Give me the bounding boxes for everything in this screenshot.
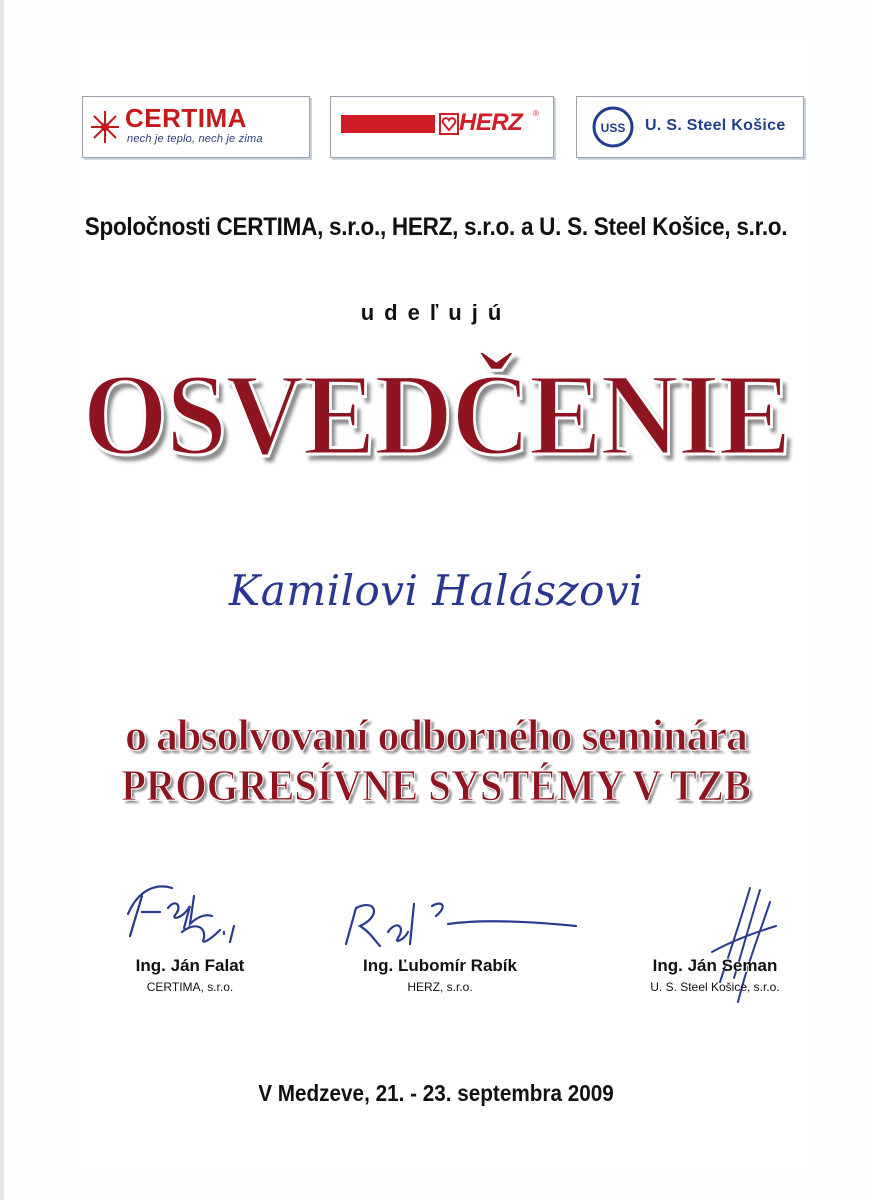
- signatory-name: Ing. Ľubomír Rabík: [363, 956, 517, 975]
- certima-tagline: nech je teplo, nech je zima: [127, 133, 263, 145]
- signatory-1: [100, 956, 280, 994]
- signatory-2: [340, 956, 540, 994]
- herz-logo: [330, 96, 554, 158]
- registered-mark: ®: [533, 109, 539, 118]
- uss-badge-icon: [591, 105, 635, 149]
- herz-wordmark: HERZ: [459, 109, 523, 136]
- signatory-name: Ing. Ján Falat: [135, 956, 245, 975]
- certificate-title: OSVEDČENIE: [82, 349, 790, 480]
- herz-red-bar: [341, 115, 435, 133]
- snowflake-sun-icon: [89, 107, 121, 147]
- certima-wordmark: CERTIMA: [125, 103, 247, 133]
- signatory-org: HERZ, s.r.o.: [407, 980, 473, 994]
- signatory-name: Ing. Ján Seman: [652, 956, 778, 975]
- uss-logo: [576, 96, 804, 158]
- uss-name: U. S. Steel Košice: [645, 117, 786, 134]
- place-and-date: V Medzeve, 21. - 23. septembra 2009: [258, 1080, 614, 1106]
- signature-falat: [120, 876, 280, 956]
- recipient-name: Kamilovi Halászovi: [228, 566, 644, 615]
- signatory-3: [615, 956, 815, 994]
- seminar-description: o absolvovaní odborného seminára: [125, 711, 747, 760]
- uss-badge-text: USS: [600, 121, 626, 135]
- seminar-title: PROGRESÍVNE SYSTÉMY V TZB: [121, 761, 751, 810]
- heart-icon: [439, 113, 459, 135]
- issuing-companies: Spoločnosti CERTIMA, s.r.o., HERZ, s.r.o. a U. S. Steel Košice, s.r.o.: [84, 213, 788, 241]
- grant-verb: udeľujú: [360, 300, 512, 325]
- certima-logo: [82, 96, 310, 158]
- signatory-org: U. S. Steel Košice, s.r.o.: [650, 980, 780, 994]
- signatory-org: CERTIMA, s.r.o.: [146, 980, 234, 994]
- signature-rabik: [336, 892, 586, 962]
